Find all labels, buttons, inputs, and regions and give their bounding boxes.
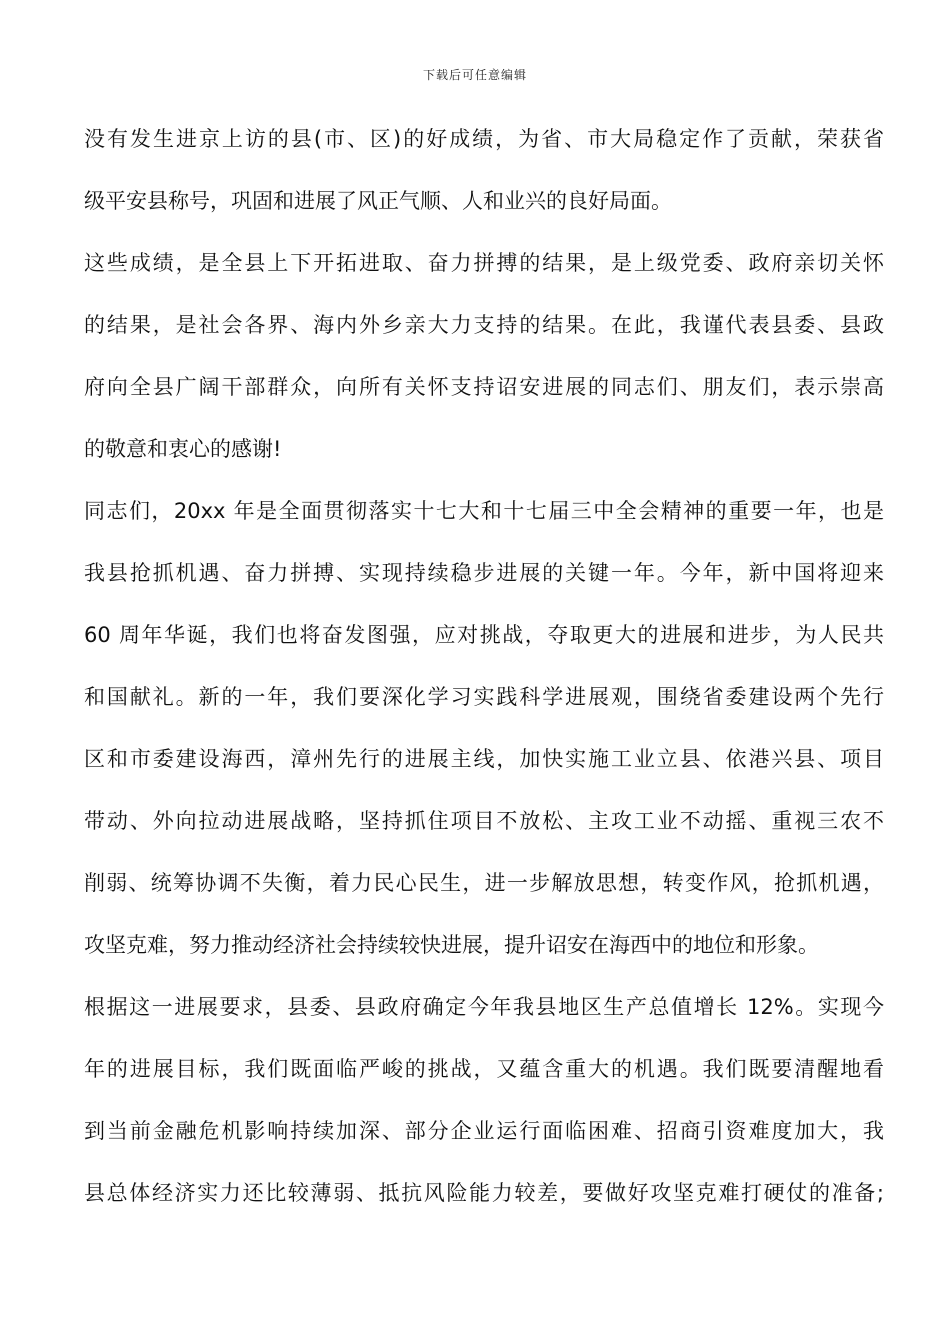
text-line: 根据这一进展要求，县委、县政府确定今年我县地区生产总值增长 12%。实现今 xyxy=(84,995,884,1019)
text-line: 区和市委建设海西，漳州先行的进展主线，加快实施工业立县、依港兴县、项目 xyxy=(84,747,884,771)
text-line: 和国献礼。新的一年，我们要深化学习实践科学进展观，围绕省委建设两个先行 xyxy=(84,685,884,709)
text-line: 县总体经济实力还比较薄弱、抵抗风险能力较差，要做好攻坚克难打硬仗的准备; xyxy=(84,1181,884,1205)
page-header: 下载后可任意编辑 xyxy=(422,68,527,82)
text-line: 同志们，20xx 年是全面贯彻落实十七大和十七届三中全会精神的重要一年，也是 xyxy=(84,499,884,523)
text-line: 这些成绩，是全县上下开拓进取、奋力拼搏的结果，是上级党委、政府亲切关怀 xyxy=(84,251,884,275)
text-line: 的敬意和衷心的感谢! xyxy=(84,437,282,461)
text-line: 60 周年华诞，我们也将奋发图强，应对挑战，夺取更大的进展和进步，为人民共 xyxy=(84,623,884,647)
text-line: 削弱、统筹协调不失衡，着力民心民生，进一步解放思想，转变作风，抢抓机遇， xyxy=(84,871,884,895)
text-line: 年的进展目标，我们既面临严峻的挑战，又蕴含重大的机遇。我们既要清醒地看 xyxy=(84,1057,884,1081)
text-line: 到当前金融危机影响持续加深、部分企业运行面临困难、招商引资难度加大，我 xyxy=(84,1119,884,1143)
document-body xyxy=(84,108,884,1224)
text-line: 带动、外向拉动进展战略，坚持抓住项目不放松、主攻工业不动摇、重视三农不 xyxy=(84,809,884,833)
text-line: 的结果，是社会各界、海内外乡亲大力支持的结果。在此，我谨代表县委、县政 xyxy=(84,313,884,337)
text-line: 攻坚克难，努力推动经济社会持续较快进展，提升诏安在海西中的地位和形象。 xyxy=(84,933,819,957)
text-line: 我县抢抓机遇、奋力拼搏、实现持续稳步进展的关键一年。今年，新中国将迎来 xyxy=(84,561,884,585)
text-line: 没有发生进京上访的县(市、区)的好成绩，为省、市大局稳定作了贡献，荣获省 xyxy=(84,127,884,151)
text-line: 府向全县广阔干部群众，向所有关怀支持诏安进展的同志们、朋友们，表示崇高 xyxy=(84,375,884,399)
text-line: 级平安县称号，巩固和进展了风正气顺、人和业兴的良好局面。 xyxy=(84,189,672,213)
